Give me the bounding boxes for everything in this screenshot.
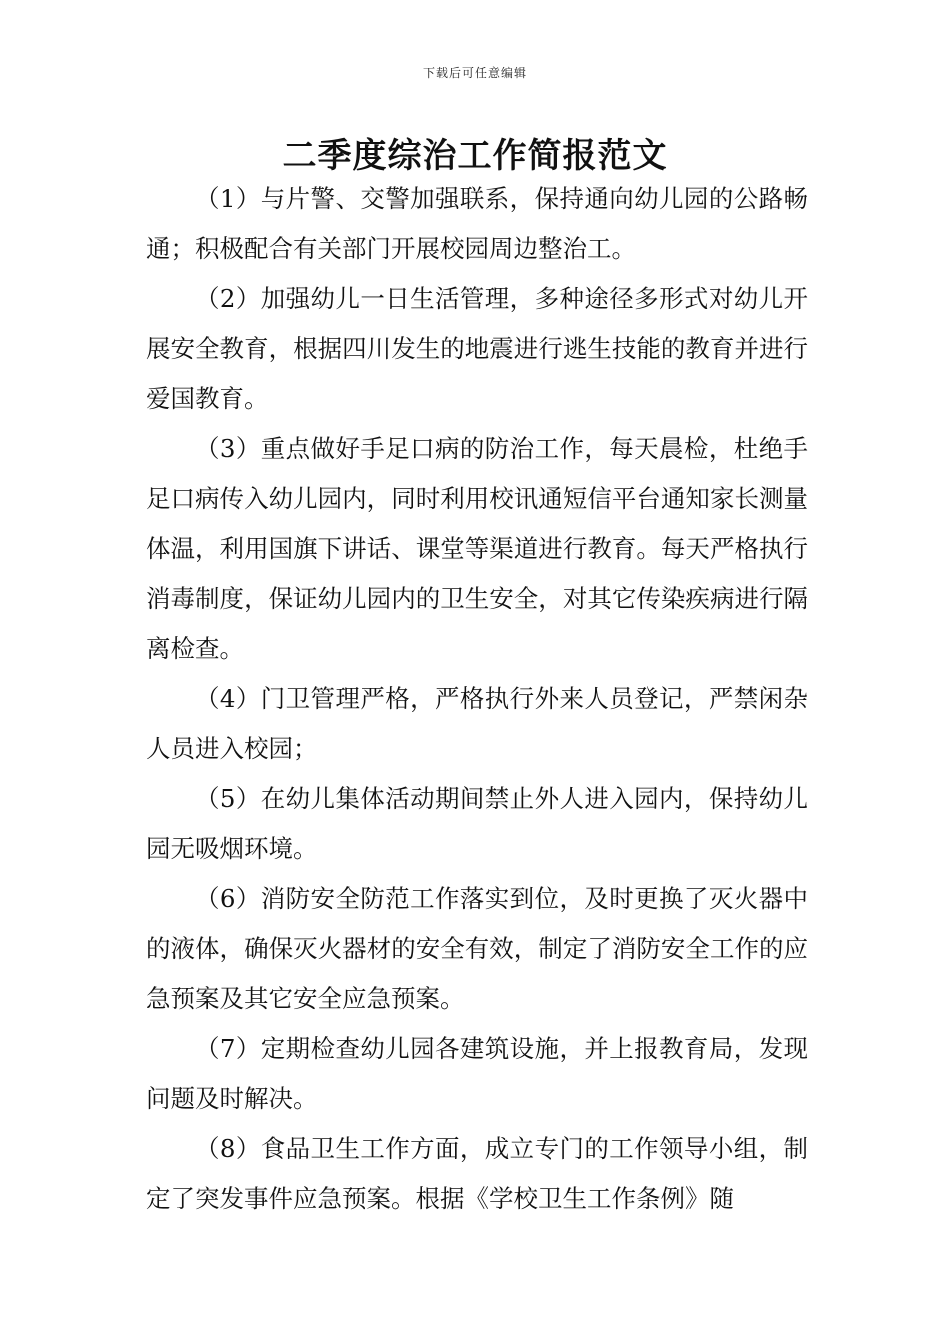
paragraph-4: （4）门卫管理严格，严格执行外来人员登记，严禁闲杂人员进入校园； bbox=[146, 684, 808, 763]
paragraph-5: （5）在幼儿集体活动期间禁止外人进入园内，保持幼儿园无吸烟环境。 bbox=[146, 784, 808, 863]
document-title: 二季度综治工作简报范文 bbox=[282, 136, 668, 176]
document-body bbox=[146, 174, 808, 1224]
paragraph-6: （6）消防安全防范工作落实到位，及时更换了灭火器中的液体，确保灭火器材的安全有效，制定了消防安全工作的应急预案及其它安全应急预案。 bbox=[146, 884, 808, 1013]
paragraph-2: （2）加强幼儿一日生活管理，多种途径多形式对幼儿开展安全教育，根据四川发生的地震进行逃生技能的教育并进行爱国教育。 bbox=[146, 284, 808, 413]
paragraph-8: （8）食品卫生工作方面，成立专门的工作领导小组，制定了突发事件应急预案。根据《学校卫生工作条例》随 bbox=[146, 1134, 808, 1213]
paragraph-7: （7）定期检查幼儿园各建筑设施，并上报教育局，发现问题及时解决。 bbox=[146, 1034, 808, 1113]
paragraph-3: （3）重点做好手足口病的防治工作，每天晨检，杜绝手足口病传入幼儿园内，同时利用校讯通短信平台通知家长测量体温，利用国旗下讲话、课堂等渠道进行教育。每天严格执行消毒制度，保证幼儿园内的卫生安全，对其它传染疾病进行隔离检查。 bbox=[146, 434, 808, 663]
paragraph-1: （1）与片警、交警加强联系，保持通向幼儿园的公路畅通；积极配合有关部门开展校园周边整治工。 bbox=[146, 184, 808, 263]
header-note: 下载后可任意编辑 bbox=[422, 66, 527, 80]
